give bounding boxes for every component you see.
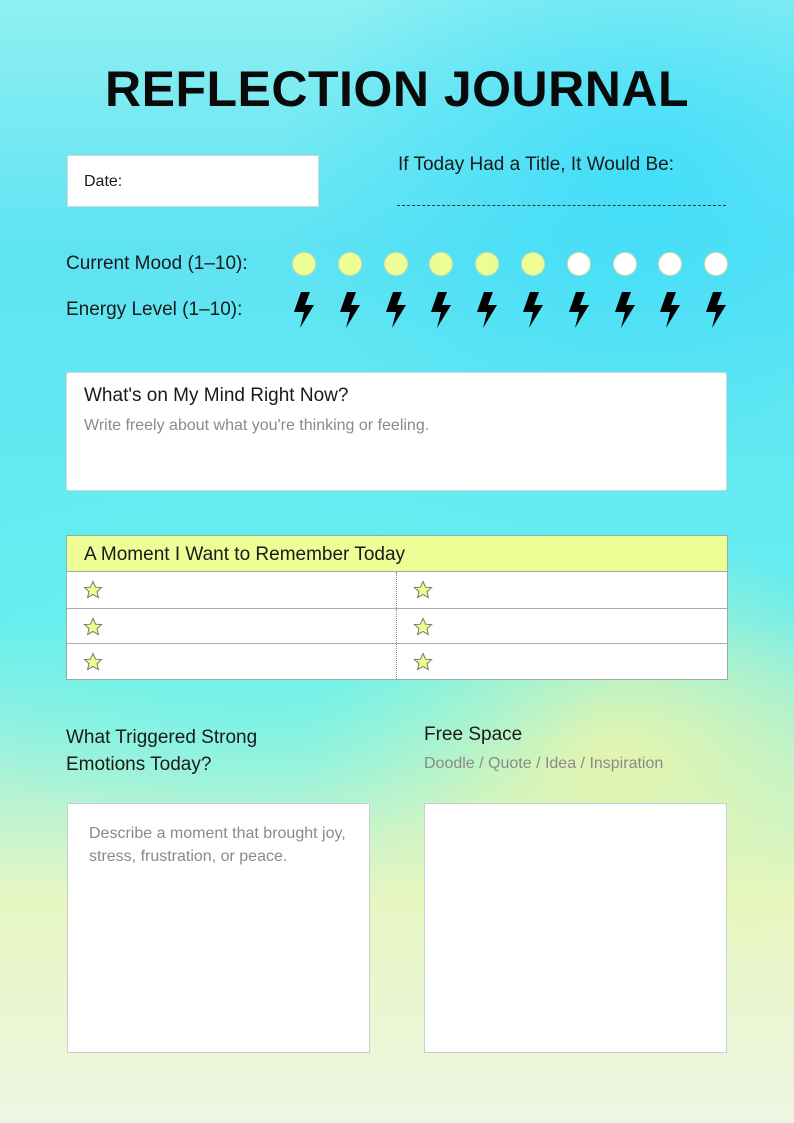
page-title: REFLECTION JOURNAL (105, 61, 689, 117)
moment-cell[interactable] (397, 572, 727, 608)
lightning-bolt-icon[interactable] (429, 292, 453, 328)
trigger-box[interactable] (67, 803, 370, 1053)
trigger-label: What Triggered Strong Emotions Today? (66, 727, 258, 775)
lightning-bolt-icon[interactable] (292, 292, 316, 328)
lightning-bolt-icon[interactable] (521, 292, 545, 328)
trigger-hint: Describe a moment that brought joy, stress, frustration, or peace. (89, 825, 346, 865)
star-icon (413, 617, 433, 637)
moment-cell[interactable] (397, 609, 727, 644)
mood-dot[interactable] (384, 252, 408, 276)
lightning-bolt-icon[interactable] (384, 292, 408, 328)
lightning-bolt-icon[interactable] (613, 292, 637, 328)
mood-dot[interactable] (521, 252, 545, 276)
free-space-label: Free Space (424, 724, 523, 745)
moment-title: A Moment I Want to Remember Today (67, 536, 727, 572)
date-label: Date: (84, 173, 123, 190)
moment-table (66, 535, 728, 680)
lightning-bolt-icon[interactable] (338, 292, 362, 328)
star-icon (413, 652, 433, 672)
moment-row (67, 572, 727, 608)
free-space-hint: Doodle / Quote / Idea / Inspiration (424, 755, 664, 772)
day-title-line[interactable] (397, 205, 726, 206)
moment-cell[interactable] (67, 644, 397, 679)
lightning-bolt-icon[interactable] (704, 292, 728, 328)
mood-dot[interactable] (658, 252, 682, 276)
mood-dot[interactable] (704, 252, 728, 276)
star-icon (83, 580, 103, 600)
star-icon (413, 580, 433, 600)
mind-hint: Write freely about what you're thinking or feeling. (84, 417, 430, 434)
mind-box[interactable] (66, 372, 727, 491)
moment-row (67, 608, 727, 644)
star-icon (83, 652, 103, 672)
moment-cell[interactable] (397, 644, 727, 679)
mood-label: Current Mood (1–10): (66, 253, 248, 274)
free-space-box[interactable] (424, 803, 727, 1053)
moment-cell[interactable] (67, 609, 397, 644)
lightning-bolt-icon[interactable] (567, 292, 591, 328)
mood-dot[interactable] (292, 252, 316, 276)
star-icon (83, 617, 103, 637)
mood-dot[interactable] (429, 252, 453, 276)
mood-dot[interactable] (613, 252, 637, 276)
lightning-bolt-icon[interactable] (475, 292, 499, 328)
lightning-bolt-icon[interactable] (658, 292, 682, 328)
mind-title: What's on My Mind Right Now? (84, 385, 349, 406)
date-field[interactable] (67, 155, 319, 207)
moment-row (67, 643, 727, 679)
day-title-prompt: If Today Had a Title, It Would Be: (398, 154, 675, 175)
energy-label: Energy Level (1–10): (66, 299, 243, 320)
mood-dot[interactable] (338, 252, 362, 276)
mood-dot[interactable] (567, 252, 591, 276)
mood-dot[interactable] (475, 252, 499, 276)
moment-cell[interactable] (67, 572, 397, 608)
